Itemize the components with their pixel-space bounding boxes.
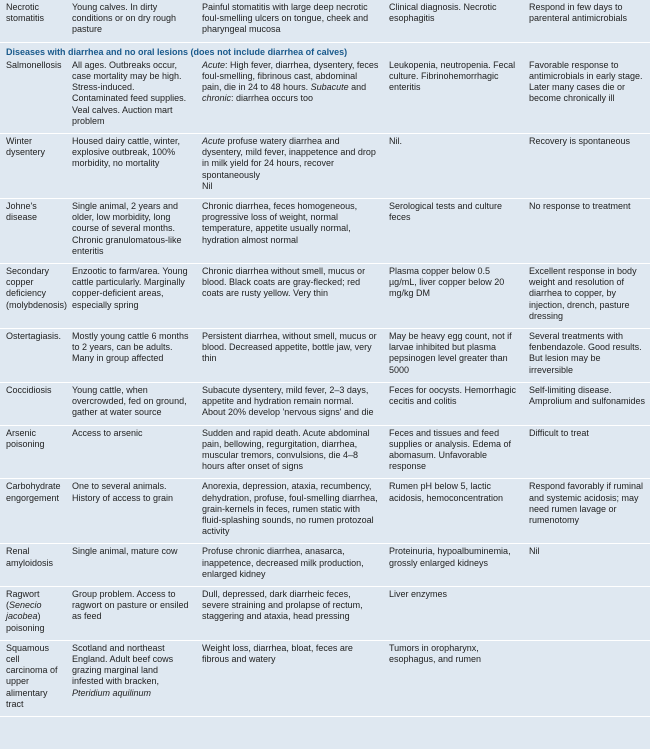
clinical-findings-cell: Chronic diarrhea without smell, mucus or blood. Black coats are gray-flecked; red coats are rusty yellow. Very thin <box>196 264 383 329</box>
treatment-cell: Self-limiting disease. Amprolium and sulfonamides <box>523 382 650 425</box>
epidemiology-cell: Scotland and northeast England. Adult beef cows grazing marginal land infested with bracken, Pteridium aquilinum <box>66 640 196 716</box>
epidemiology-cell: Single animal, 2 years and older, low morbidity, long course of several months. Chronic granulomatous-like enteritis <box>66 199 196 264</box>
clinical-pathology-cell: Rumen pH below 5, lactic acidosis, hemoconcentration <box>383 479 523 544</box>
epidemiology-cell: Enzootic to farm/area. Young cattle particularly. Marginally copper-deficient areas, especially spring <box>66 264 196 329</box>
section-heading-row <box>0 42 650 58</box>
disease-cell: Renal amyloidosis <box>0 544 66 587</box>
table-row <box>0 134 650 199</box>
clinical-findings-cell: Chronic diarrhea, feces homogeneous, progressive loss of weight, normal temperature, appetite usually normal, hydration almost normal <box>196 199 383 264</box>
treatment-cell: Favorable response to antimicrobials in early stage. Later many cases die or become chronically ill <box>523 58 650 134</box>
table-row <box>0 586 650 640</box>
clinical-pathology-cell: Feces and tissues and feed supplies or analysis. Edema of abomasum. Unfavorable response <box>383 425 523 479</box>
table-row <box>0 0 650 42</box>
clinical-pathology-cell: Plasma copper below 0.5 µg/mL, liver copper below 20 mg/kg DM <box>383 264 523 329</box>
clinical-findings-cell: Anorexia, depression, ataxia, recumbency, dehydration, profuse, foul-smelling diarrhea, grain-kernels in feces, rumen static with fluid-splashing sounds, no rumen protozoal activity <box>196 479 383 544</box>
section-heading: Diseases with diarrhea and no oral lesions (does not include diarrhea of calves) <box>6 46 348 57</box>
clinical-pathology-cell: Leukopenia, neutropenia. Fecal culture. Fibrinohemorrhagic enteritis <box>383 58 523 134</box>
epidemiology-cell: Single animal, mature cow <box>66 544 196 587</box>
epidemiology-cell: Housed dairy cattle, winter, explosive outbreak, 100% morbidity, no mortality <box>66 134 196 199</box>
epidemiology-cell: One to several animals. History of access to grain <box>66 479 196 544</box>
clinical-pathology-cell: Proteinuria, hypoalbuminemia, grossly enlarged kidneys <box>383 544 523 587</box>
disease-cell: Winter dysentery <box>0 134 66 199</box>
treatment-cell: Respond favorably if ruminal and systemic acidosis; may need rumen lavage or rumenotomy <box>523 479 650 544</box>
table-row <box>0 58 650 134</box>
disease-cell: Carbohydrate engorgement <box>0 479 66 544</box>
treatment-cell: Difficult to treat <box>523 425 650 479</box>
table-row <box>0 640 650 716</box>
disease-cell: Ostertagiasis. <box>0 329 66 383</box>
table-row <box>0 544 650 587</box>
disease-cell: Secondary copper deficiency (molybdenosis) <box>0 264 66 329</box>
table-row <box>0 425 650 479</box>
clinical-findings-cell: Subacute dysentery, mild fever, 2–3 days, appetite and hydration remain normal. About 20% develop 'nervous signs' and die <box>196 382 383 425</box>
table-row <box>0 382 650 425</box>
clinical-pathology-cell: Feces for oocysts. Hemorrhagic cecitis and colitis <box>383 382 523 425</box>
clinical-findings-cell: Acute: High fever, diarrhea, dysentery, feces foul-smelling, fibrinous cast, abdominal pain, die in 24 to 48 hours. Subacute and chronic: diarrhea occurs too <box>196 58 383 134</box>
clinical-findings-cell: Weight loss, diarrhea, bloat, feces are fibrous and watery <box>196 640 383 716</box>
epidemiology-cell: Young cattle, when overcrowded, fed on ground, gather at water source <box>66 382 196 425</box>
treatment-cell: No response to treatment <box>523 199 650 264</box>
disease-cell: Squamous cell carcinoma of upper alimentary tract <box>0 640 66 716</box>
clinical-pathology-cell: Tumors in oropharynx, esophagus, and rumen <box>383 640 523 716</box>
clinical-pathology-cell: Nil. <box>383 134 523 199</box>
epidemiology-cell: All ages. Outbreaks occur, case mortality may be high. Stress-induced. Contaminated feed supplies. Veal calves. Auction mart problem <box>66 58 196 134</box>
disease-cell: Johne's disease <box>0 199 66 264</box>
clinical-pathology-cell: Clinical diagnosis. Necrotic esophagitis <box>383 0 523 42</box>
table-row <box>0 479 650 544</box>
treatment-cell: Nil <box>523 544 650 587</box>
table-row <box>0 329 650 383</box>
epidemiology-cell: Group problem. Access to ragwort on pasture or ensiled as feed <box>66 586 196 640</box>
clinical-findings-cell: Painful stomatitis with large deep necrotic foul-smelling ulcers on tongue, cheek and pharyngeal mucosa <box>196 0 383 42</box>
disease-cell: Coccidiosis <box>0 382 66 425</box>
treatment-cell <box>523 586 650 640</box>
clinical-findings-cell: Dull, depressed, dark diarrheic feces, severe straining and prolapse of rectum, staggering and ataxia, head pressing <box>196 586 383 640</box>
disease-cell: Necrotic stomatitis <box>0 0 66 42</box>
disease-cell: Salmonellosis <box>0 58 66 134</box>
epidemiology-cell: Access to arsenic <box>66 425 196 479</box>
clinical-pathology-cell: May be heavy egg count, not if larvae inhibited but plasma pepsinogen level greater than 5000 <box>383 329 523 383</box>
treatment-cell: Excellent response in body weight and resolution of diarrhea to copper, by injection, drench, pasture dressing <box>523 264 650 329</box>
treatment-cell: Several treatments with fenbendazole. Good results. But lesion may be irreversible <box>523 329 650 383</box>
treatment-cell <box>523 640 650 716</box>
treatment-cell: Recovery is spontaneous <box>523 134 650 199</box>
table-row <box>0 199 650 264</box>
clinical-findings-cell: Profuse chronic diarrhea, anasarca, inappetence, decreased milk production, enlarged kidney <box>196 544 383 587</box>
disease-cell: Ragwort (Senecio jacobea) poisoning <box>0 586 66 640</box>
clinical-findings-cell: Sudden and rapid death. Acute abdominal pain, bellowing, regurgitation, diarrhea, muscular tremors, convulsions, die 4–8 hours after onset of signs <box>196 425 383 479</box>
epidemiology-cell: Young calves. In dirty conditions or on dry rough pasture <box>66 0 196 42</box>
table-row <box>0 264 650 329</box>
treatment-cell: Respond in few days to parenteral antimicrobials <box>523 0 650 42</box>
epidemiology-cell: Mostly young cattle 6 months to 2 years, can be adults. Many in group affected <box>66 329 196 383</box>
clinical-findings-cell: Acute profuse watery diarrhea and dysentery, mild fever, inappetence and drop in milk yield for 24 hours, recover spontaneously Nil <box>196 134 383 199</box>
clinical-pathology-cell: Liver enzymes <box>383 586 523 640</box>
clinical-pathology-cell: Serological tests and culture feces <box>383 199 523 264</box>
clinical-findings-cell: Persistent diarrhea, without smell, mucus or blood. Decreased appetite, bottle jaw, very thin <box>196 329 383 383</box>
disease-cell: Arsenic poisoning <box>0 425 66 479</box>
